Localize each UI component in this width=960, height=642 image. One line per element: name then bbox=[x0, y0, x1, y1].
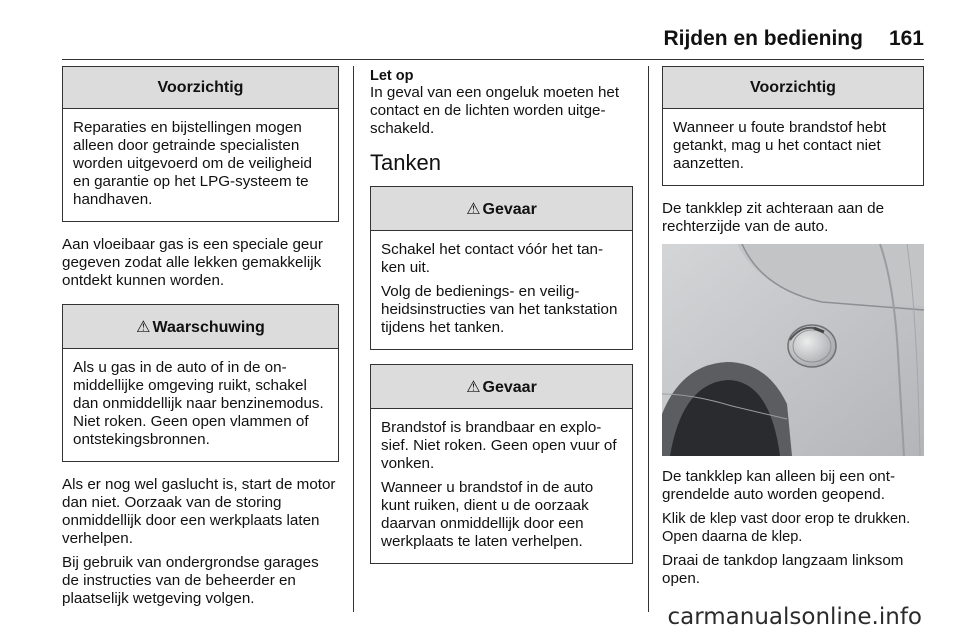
page-header bbox=[62, 22, 924, 56]
danger-box-text: Brandstof is brandbaar en explosief. Niet roken. Geen open vuur of vonken. bbox=[381, 419, 617, 472]
column-1 bbox=[62, 66, 339, 614]
caution-box-title: Voorzichtig bbox=[63, 67, 338, 109]
danger-box bbox=[370, 186, 633, 350]
warning-box-title: Waarschuwing bbox=[152, 319, 265, 336]
column-2 bbox=[370, 68, 633, 578]
warning-triangle-icon: ⚠ bbox=[466, 201, 481, 218]
header-rule bbox=[62, 59, 924, 60]
paragraph: Als er nog wel gaslucht is, start de motor dan niet. Oorzaak van de storing onmiddellijk door een werkplaats laten verhelpen. bbox=[62, 476, 336, 547]
paragraph: Draai de tankdop langzaam linksom open. bbox=[662, 552, 904, 587]
danger-box-title: Gevaar bbox=[482, 379, 537, 396]
caution-box-text: Reparaties en bijstellingen mogen alleen door getrainde specialisten worden uitgevoerd om de veiligheid en garantie op het LPG-systeem te handhaven. bbox=[73, 119, 312, 208]
warning-triangle-icon: ⚠ bbox=[136, 319, 151, 336]
paragraph: De tankklep zit achteraan aan de rechterzijde van de auto. bbox=[662, 200, 885, 235]
header-title: Rijden en bediening bbox=[663, 27, 863, 50]
column-3 bbox=[662, 66, 924, 594]
paragraph: Klik de klep vast door erop te drukken. Open daarna de klep. bbox=[662, 511, 911, 545]
watermark: carmanualsonline.info bbox=[667, 604, 922, 630]
column-divider-1 bbox=[353, 66, 354, 612]
paragraph: Aan vloeibaar gas is een speciale geur gegeven zodat alle lekken gemakkelijk ontdekt kunnen worden. bbox=[62, 236, 323, 289]
section-title: Tanken bbox=[370, 150, 441, 175]
paragraph: Bij gebruik van ondergrondse garages de instructies van de beheerder en plaatselijk wetgeving volgen. bbox=[62, 554, 319, 607]
danger-box-title: Gevaar bbox=[482, 201, 537, 218]
column-divider-2 bbox=[648, 66, 649, 612]
warning-box-text: Als u gas in de auto of in de onmiddellijke omgeving ruikt, schakel dan onmiddellijk naar benzinemodus. Niet roken. Geen open vlammen of ontstekingsbronnen. bbox=[73, 359, 324, 448]
caution-box-text: Wanneer u foute brandstof hebt getankt, mag u het contact niet aanzetten. bbox=[673, 119, 887, 172]
danger-box-text: Schakel het contact vóór het tanken uit. bbox=[381, 241, 604, 276]
caution-box bbox=[662, 66, 924, 186]
car-rear-illustration bbox=[662, 244, 924, 456]
warning-triangle-icon: ⚠ bbox=[466, 379, 481, 396]
fuel-flap-photo bbox=[662, 244, 924, 456]
page-number: 161 bbox=[888, 27, 924, 50]
danger-box-text: Volg de bedienings- en veiligheidsinstructies van het tankstation tijdens het tanken. bbox=[381, 283, 618, 336]
danger-box-text: Wanneer u brandstof in de auto kunt ruiken, dient u de oorzaak daarvan onmiddellijk door een werkplaats te laten verhelpen. bbox=[381, 479, 594, 550]
danger-box bbox=[370, 364, 633, 564]
caution-box-title: Voorzichtig bbox=[663, 67, 923, 109]
note-label: Let op bbox=[370, 68, 414, 84]
note-text: In geval van een ongeluk moeten het contact en de lichten worden uitgeschakeld. bbox=[370, 84, 620, 137]
paragraph: De tankklep kan alleen bij een ontgrendelde auto worden geopend. bbox=[662, 468, 896, 503]
caution-box bbox=[62, 66, 339, 222]
warning-box bbox=[62, 304, 339, 462]
